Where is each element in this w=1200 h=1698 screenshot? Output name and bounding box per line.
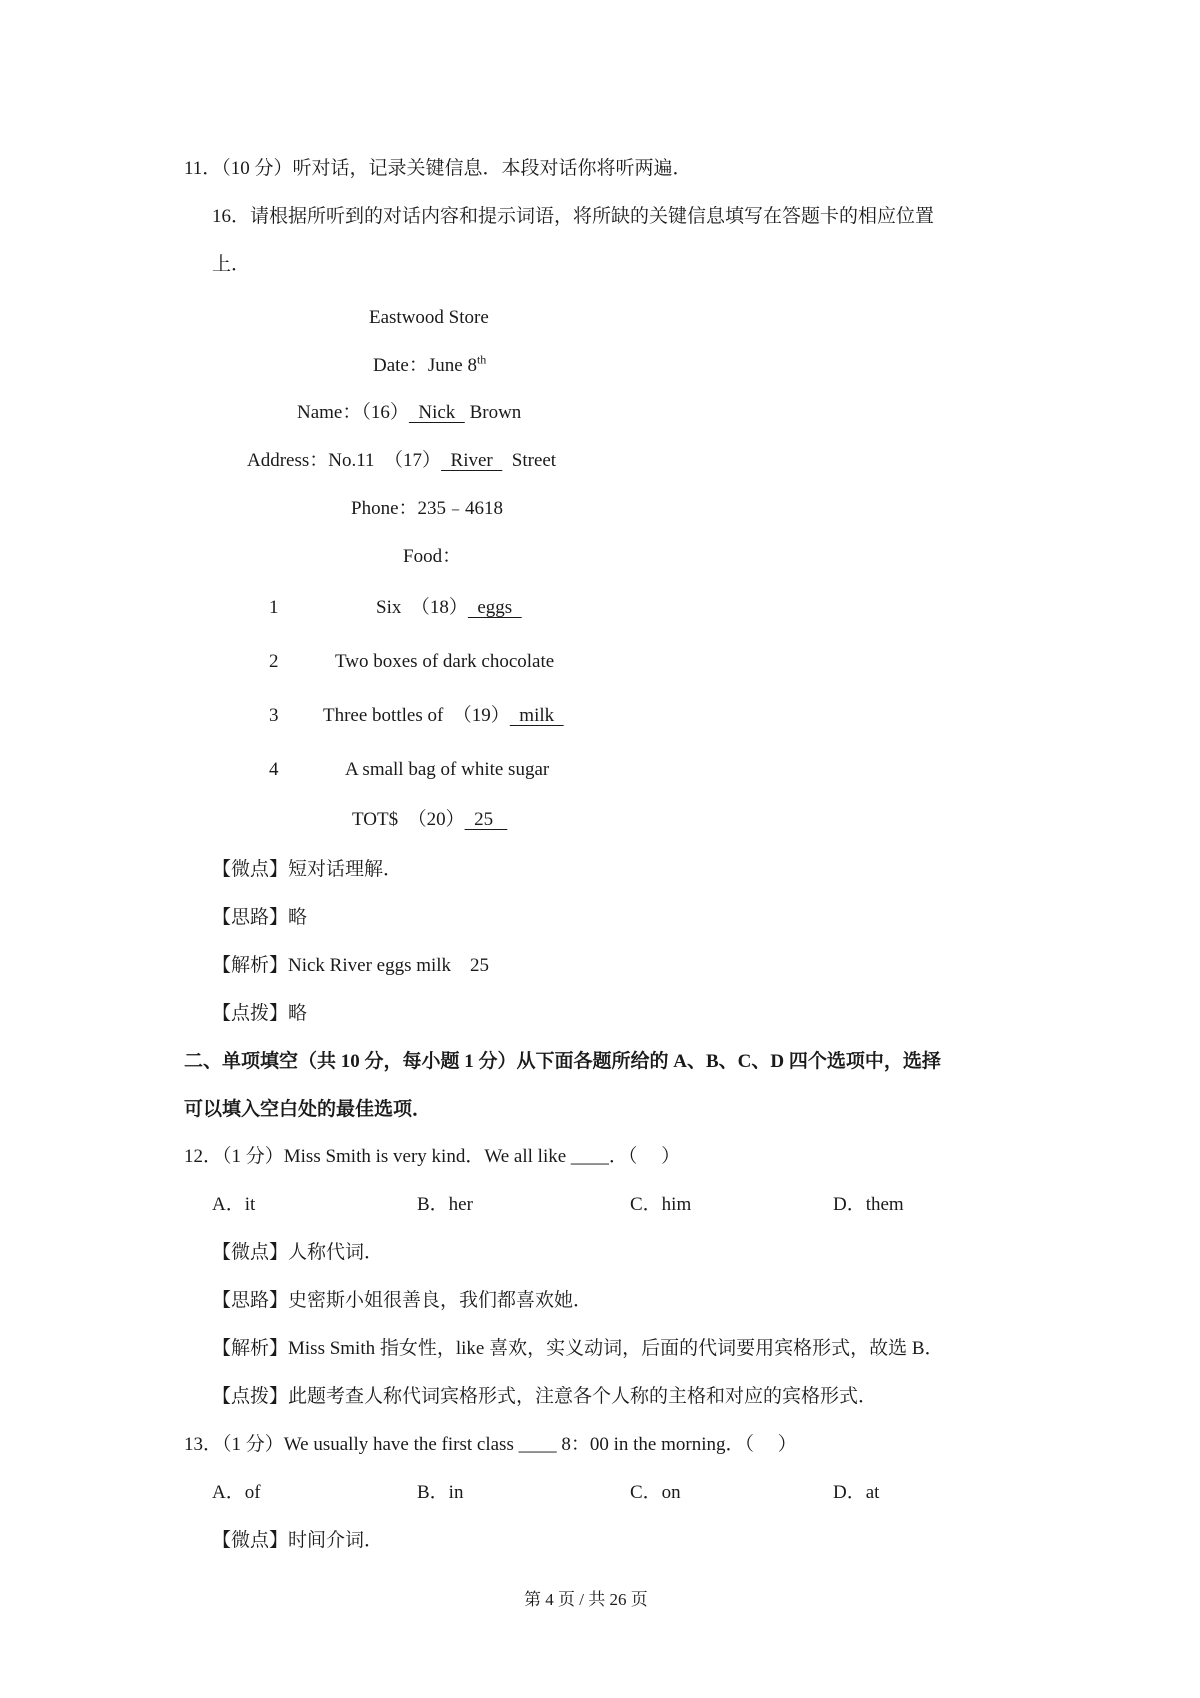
section2-heading-line2: 可以填入空白处的最佳选项． bbox=[184, 1099, 432, 1120]
food-item-text: Two boxes of dark chocolate bbox=[335, 651, 555, 672]
q11-header: 11．（10 分）听对话，记录关键信息．本段对话你将听两遍． bbox=[184, 158, 692, 179]
form-food-label: Food： bbox=[403, 546, 462, 567]
q12-option-d: D．them bbox=[833, 1194, 904, 1215]
form-date-text: Date：June 8 bbox=[373, 355, 477, 376]
form-name-suffix: Brown bbox=[464, 402, 522, 423]
q13-point: 【微点】时间介词． bbox=[212, 1530, 384, 1551]
q13-option-b: B．in bbox=[417, 1482, 464, 1503]
q11-tip: 【点拨】略 bbox=[212, 1003, 308, 1024]
q11-point: 【微点】短对话理解． bbox=[212, 859, 403, 880]
q12-option-b: B．her bbox=[417, 1194, 473, 1215]
food-item-row bbox=[323, 704, 564, 728]
q11-analysis: 【解析】Nick River eggs milk 25 bbox=[212, 955, 490, 976]
q12-point: 【微点】人称代词． bbox=[212, 1242, 384, 1263]
form-name-answer: Nick bbox=[408, 402, 465, 423]
q11-instruction-line2: 上． bbox=[212, 254, 251, 275]
form-name-label: Name：（16） bbox=[297, 402, 409, 423]
q11-idea: 【思路】略 bbox=[212, 907, 308, 928]
form-date bbox=[373, 354, 486, 378]
form-total-answer: 25 bbox=[464, 809, 508, 830]
food-item-answer: eggs bbox=[467, 597, 522, 618]
q13-option-d: D．at bbox=[833, 1482, 880, 1503]
q12-stem: 12．（1 分）Miss Smith is very kind．We all like ____．（ ） bbox=[184, 1146, 681, 1167]
food-item-text: Three bottles of （19） bbox=[323, 705, 510, 726]
food-item-number: 1 bbox=[269, 597, 279, 618]
form-store-name: Eastwood Store bbox=[369, 307, 489, 328]
page-footer: 第 4 页 / 共 26 页 bbox=[524, 1590, 648, 1609]
q13-option-a: A．of bbox=[212, 1482, 261, 1503]
form-address-answer: River bbox=[441, 450, 503, 471]
form-total-row bbox=[352, 808, 507, 832]
food-item-number: 4 bbox=[269, 759, 279, 780]
q11-instruction-line1: 16．请根据所听到的对话内容和提示词语，将所缺的关键信息填写在答题卡的相应位置 bbox=[212, 206, 935, 227]
food-item-text: Six （18） bbox=[376, 597, 468, 618]
q13-option-c: C．on bbox=[630, 1482, 681, 1503]
q12-option-c: C．him bbox=[630, 1194, 692, 1215]
form-date-sup: th bbox=[476, 352, 487, 367]
form-address-row bbox=[247, 449, 556, 473]
food-item-number: 2 bbox=[269, 651, 279, 672]
food-item-number: 3 bbox=[269, 705, 279, 726]
section2-heading-line1: 二、单项填空（共 10 分，每小题 1 分）从下面各题所给的 A、B、C、D 四个选项中，选择 bbox=[184, 1051, 941, 1072]
q12-option-a: A．it bbox=[212, 1194, 256, 1215]
form-address-suffix: Street bbox=[502, 450, 557, 471]
food-item-text: A small bag of white sugar bbox=[345, 759, 550, 780]
form-address-label: Address：No.11 （17） bbox=[247, 450, 442, 471]
form-name-row bbox=[297, 401, 521, 425]
form-total-label: TOT$ （20） bbox=[352, 809, 465, 830]
q12-idea: 【思路】史密斯小姐很善良，我们都喜欢她． bbox=[212, 1290, 593, 1311]
q13-stem: 13．（1 分）We usually have the first class ____ 8：00 in the morning．（ ） bbox=[184, 1434, 797, 1455]
q12-tip: 【点拨】此题考查人称代词宾格形式，注意各个人称的主格和对应的宾格形式． bbox=[212, 1386, 878, 1407]
form-phone: Phone：235﹣4618 bbox=[351, 498, 504, 519]
food-item-row bbox=[376, 596, 522, 620]
q12-analysis: 【解析】Miss Smith 指女性，like 喜欢，实义动词，后面的代词要用宾格形式，故选 B． bbox=[212, 1338, 944, 1359]
food-item-answer: milk bbox=[509, 705, 564, 726]
